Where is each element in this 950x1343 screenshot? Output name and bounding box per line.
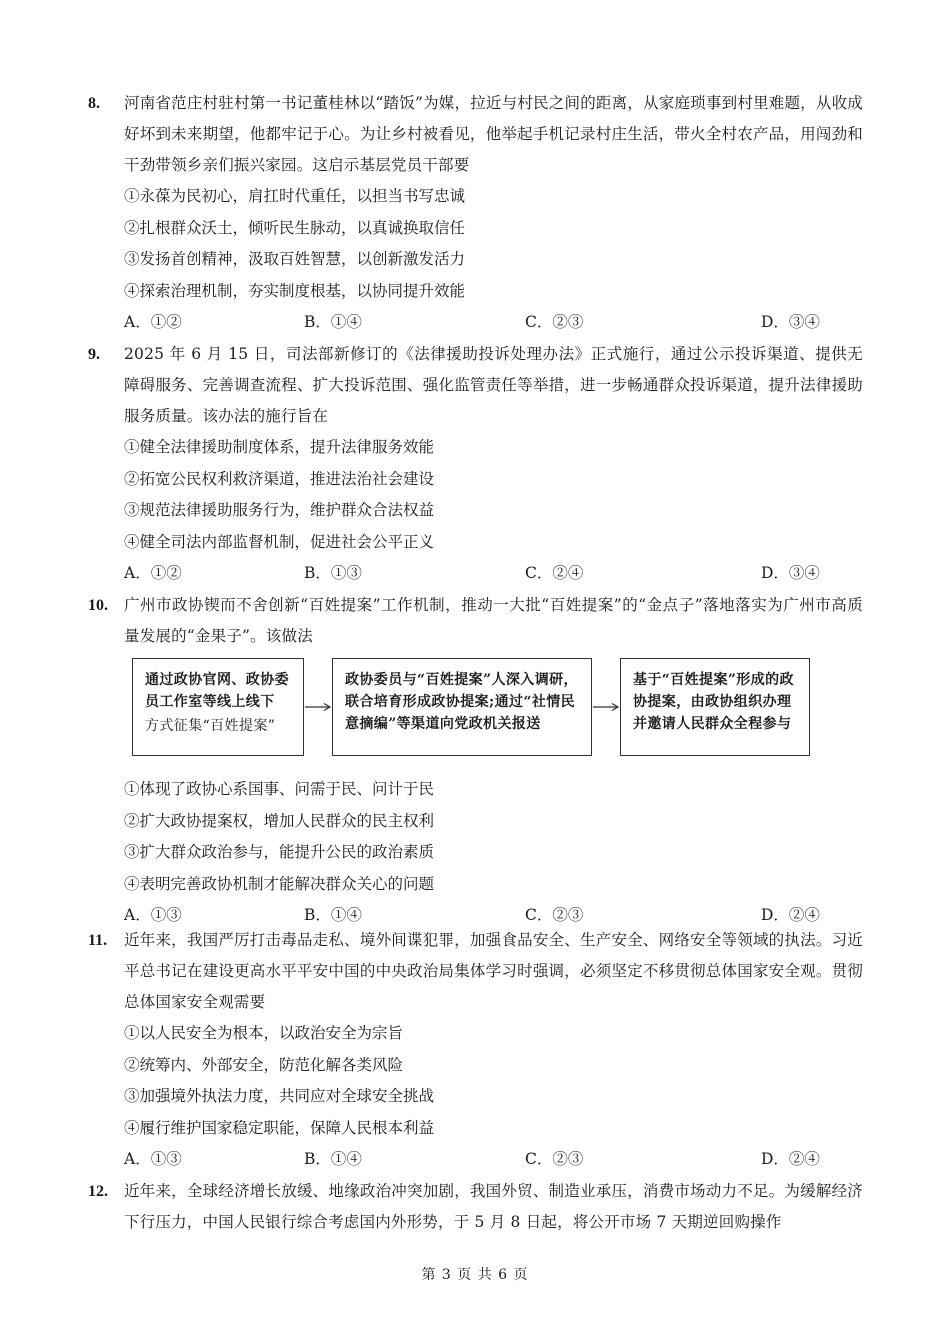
arrow-right-icon xyxy=(304,702,332,712)
choice-c[interactable]: C．②③ xyxy=(525,313,584,331)
question-stem: 近年来，全球经济增长放缓、地缘政治冲突加剧，我国外贸、制造业承压，消费市场动力不足。为缓解经济下行压力，中国人民银行综合考虑国内外形势，于 5 月 8 日起，将公开市场 7 天期逆回购操作 xyxy=(124,1182,863,1231)
statement-3: ③扩大群众政治参与，能提升公民的政治素质 xyxy=(124,843,435,861)
statement-3: ③加强境外执法力度，共同应对全球安全挑战 xyxy=(124,1087,435,1105)
flow-box-collect-text: 通过政协官网、政协委员工作室等线上线下 xyxy=(145,672,289,710)
choice-a[interactable]: A．①② xyxy=(124,313,182,331)
choice-b[interactable]: B．①③ xyxy=(304,564,362,582)
question-stem: 广州市政协锲而不舍创新“百姓提案”工作机制，推动一大批“百姓提案”的“金点子”落地落实为广州市高质量发展的“金果子”。该做法 xyxy=(124,596,863,645)
choice-d[interactable]: D．③④ xyxy=(761,564,820,582)
statement-1: ①健全法律援助制度体系，提升法律服务效能 xyxy=(124,438,435,456)
statement-1: ①永葆为民初心，肩扛时代重任，以担当书写忠诚 xyxy=(124,187,466,205)
question-10 xyxy=(88,590,863,931)
statement-1: ①体现了政协心系国事、问需于民、问计于民 xyxy=(124,780,435,798)
statement-4: ④履行维护国家稳定职能，保障人民根本利益 xyxy=(124,1118,435,1137)
choice-b[interactable]: B．①④ xyxy=(304,906,362,924)
flow-box-handle: 基于“百姓提案”形成的政协提案，由政协组织办理并邀请人民群众全程参与 xyxy=(620,658,810,756)
question-stem: 近年来，我国严厉打击毒品走私、境外间谍犯罪，加强食品安全、生产安全、网络安全等领域的执法。习近平总书记在建设更高水平平安中国的中央政治局集体学习时强调，必须坚定不移贯彻总体国家安全观。贯彻总体国家安全观需要 xyxy=(124,931,863,1011)
flow-box-research: 政协委员与“百姓提案”人深入调研，联合培育形成政协提案;通过“社情民意摘编”等渠道向党政机关报送 xyxy=(332,658,592,756)
choice-c[interactable]: C．②④ xyxy=(525,564,584,582)
choice-d[interactable]: D．②④ xyxy=(761,1150,820,1168)
question-number: 11. xyxy=(88,932,108,949)
statement-4: ④健全司法内部监督机制，促进社会公平正义 xyxy=(124,532,435,551)
choice-d[interactable]: D．②④ xyxy=(761,906,820,924)
choice-b[interactable]: B．①④ xyxy=(304,313,362,331)
question-number: 12. xyxy=(88,1183,108,1200)
choice-b[interactable]: B．①④ xyxy=(304,1150,362,1168)
question-11 xyxy=(88,925,863,1175)
choice-d[interactable]: D．③④ xyxy=(761,313,820,331)
answer-choices xyxy=(124,558,863,589)
choice-a[interactable]: A．①③ xyxy=(124,1150,182,1168)
answer-choices xyxy=(124,1144,863,1175)
question-stem: 2025 年 6 月 15 日，司法部新修订的《法律援助投诉处理办法》正式施行，通过公示投诉渠道、提供无障碍服务、完善调查流程、扩大投诉范围、强化监管责任等举措，进一步畅通群众投诉渠道，提升法律援助服务质量。该办法的施行旨在 xyxy=(124,345,863,425)
choice-a[interactable]: A．①③ xyxy=(124,906,182,924)
choice-c[interactable]: C．②③ xyxy=(525,1150,584,1168)
question-number: 10. xyxy=(88,597,108,614)
statement-2: ②扎根群众沃土，倾听民生脉动，以真诚换取信任 xyxy=(124,218,466,237)
statement-2: ②统筹内、外部安全，防范化解各类风险 xyxy=(124,1055,404,1074)
statement-1: ①以人民安全为根本，以政治安全为宗旨 xyxy=(124,1024,404,1042)
statement-4: ④探索治理机制，夯实制度根基，以协同提升效能 xyxy=(124,281,466,300)
statement-2: ②拓宽公民权利救济渠道，推进法治社会建设 xyxy=(124,469,435,488)
question-number: 8. xyxy=(88,95,100,112)
page-footer: 第 3 页 共 6 页 xyxy=(421,1267,529,1283)
statement-4: ④表明完善政协机制才能解决群众关心的问题 xyxy=(124,874,435,893)
flow-diagram xyxy=(132,658,863,770)
question-number: 9. xyxy=(88,346,100,363)
statement-3: ③发扬首创精神，汲取百姓智慧，以创新激发活力 xyxy=(124,250,466,268)
statement-3: ③规范法律援助服务行为，维护群众合法权益 xyxy=(124,501,435,519)
statement-2: ②扩大政协提案权，增加人民群众的民主权利 xyxy=(124,811,435,830)
flow-box-collect-subtext: 方式征集“百姓提案” xyxy=(145,718,276,734)
flow-box-collect xyxy=(132,658,304,756)
arrow-right-icon xyxy=(592,702,620,712)
answer-choices xyxy=(124,307,863,338)
question-9 xyxy=(88,339,863,589)
question-stem: 河南省范庄村驻村第一书记董桂林以“踏饭”为媒，拉近与村民之间的距离，从家庭琐事到村里难题，从收成好坏到未来期望，他都牢记于心。为让乡村被看见，他举起手机记录村庄生活，带火全村农产品，用闯劲和干劲带领乡亲们振兴家园。这启示基层党员干部要 xyxy=(124,94,863,174)
choice-c[interactable]: C．②③ xyxy=(525,906,584,924)
question-8 xyxy=(88,88,863,338)
question-12 xyxy=(88,1176,863,1238)
choice-a[interactable]: A．①② xyxy=(124,564,182,582)
